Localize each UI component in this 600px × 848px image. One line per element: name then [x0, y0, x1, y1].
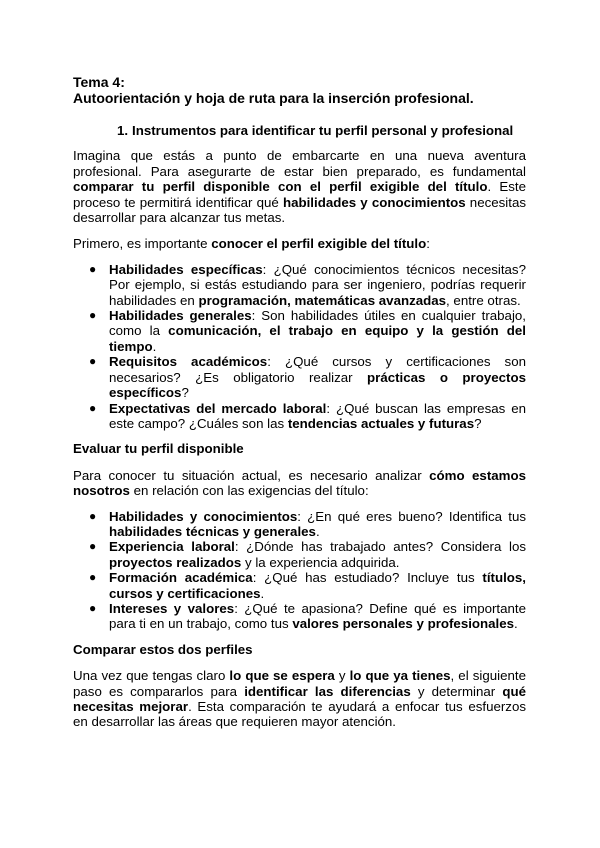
text-run: : ¿Dónde has trabajado antes? Considera los [234, 539, 526, 555]
text-run: Para conocer tu situación actual, es necesario analizar [73, 467, 430, 483]
bold-run: prácticas o proyectos específicos [109, 369, 526, 401]
bold-run: lo que se espera [229, 668, 335, 684]
bold-run: qué necesitas mejorar [73, 683, 526, 714]
bold-run: habilidades técnicas y generales [109, 523, 316, 539]
text-run: : ¿Qué conocimientos técnicos necesitas? Por ejemplo, si estás estudiando para ser ingeniero, podrías requerir habilidades en [109, 261, 526, 308]
bold-run: valores personales y profesionales [292, 616, 515, 632]
bold-run: lo que ya tienes [349, 668, 451, 684]
bold-run: proyectos realizados [109, 554, 242, 570]
evaluar-heading: Evaluar tu perfil disponible [73, 441, 244, 457]
section-number: 1. [117, 123, 129, 138]
bold-run: habilidades y conocimientos [282, 194, 466, 210]
list-item [89, 508, 526, 540]
intro-paragraph [73, 148, 526, 225]
text-run: : ¿Qué te apasiona? Define qué es importante para ti en un trabajo, como tus [109, 600, 527, 632]
item-label: Formación académica [109, 570, 253, 586]
text-run: . [260, 585, 265, 601]
text-run: y la experiencia adquirida. [241, 554, 400, 570]
bold-run: títulos, cursos y certificaciones [109, 570, 526, 601]
text-run: y [334, 668, 350, 684]
bold-run: comparar tu perfil disponible con el perfil exigible del título [73, 179, 488, 195]
bold-run: tendencias actuales y futuras [287, 415, 475, 431]
item-label: Experiencia laboral [109, 539, 235, 555]
bullet-icon: ● [89, 400, 97, 415]
required-profile-list [73, 262, 526, 431]
list-item [89, 400, 526, 432]
text-run: , el siguiente paso es compararlos para [73, 668, 526, 699]
text-run: . [315, 523, 320, 539]
bold-run: identificar las diferencias [244, 683, 411, 699]
text-run: Imagina que estás a punto de embarcarte en una nueva aventura profesional. Para asegurarte de estar bien preparado, es fundamental [73, 148, 526, 179]
text-run: : [426, 236, 430, 252]
text-run: Una vez que tengas claro [73, 668, 230, 684]
document-title: Autoorientación y hoja de ruta para la inserción profesional. [73, 90, 474, 106]
text-run: : ¿En qué eres bueno? Identifica tus [297, 508, 526, 524]
item-label: Habilidades específicas [109, 261, 263, 277]
item-label: Requisitos académicos [109, 354, 268, 370]
list-item [89, 261, 526, 308]
text-run: , entre otras. [446, 292, 521, 308]
primero-paragraph [73, 236, 526, 251]
tema-label: Tema 4: [73, 74, 125, 90]
comparar-heading: Comparar estos dos perfiles [73, 641, 253, 657]
bullet-icon: ● [89, 308, 97, 323]
item-label: Expectativas del mercado laboral [109, 400, 327, 416]
evaluar-paragraph [73, 468, 526, 499]
text-run: . [152, 338, 157, 354]
text-run: ? [181, 385, 189, 401]
list-item [89, 354, 526, 401]
bullet-icon: ● [89, 600, 97, 615]
section-heading [73, 123, 526, 138]
section-heading-text: Instrumentos para identificar tu perfil personal y profesional [132, 123, 514, 138]
bold-run: programación, matemáticas avanzadas [198, 292, 447, 308]
text-run: . Este proceso te permitirá identificar qué [73, 179, 526, 210]
bullet-icon: ● [89, 508, 97, 523]
bold-run: cómo estamos nosotros [73, 467, 526, 499]
item-label: Intereses y valores [109, 600, 235, 616]
available-profile-list [73, 509, 526, 632]
bold-run: conocer el perfil exigible del título [211, 236, 427, 252]
list-item [89, 570, 526, 601]
item-label: Habilidades y conocimientos [109, 508, 298, 524]
text-run: : ¿Qué has estudiado? Incluye tus [252, 570, 483, 586]
text-run: necesitas desarrollar para alcanzar tus metas. [73, 194, 526, 226]
bullet-icon: ● [89, 539, 97, 554]
text-run: ? [474, 415, 482, 431]
list-item [89, 600, 527, 632]
text-run: : ¿Qué buscan las empresas en este campo? ¿Cuáles son las [109, 400, 526, 431]
item-label: Habilidades generales [109, 308, 252, 324]
list-item [89, 539, 526, 570]
text-run: . [514, 616, 518, 632]
text-run: . Esta comparación te ayudará a enfocar tus esfuerzos en desarrollar las áreas que requieren mayor atención. [73, 699, 526, 730]
text-run: y determinar [410, 683, 503, 699]
bold-run: comunicación, el trabajo en equipo y la gestión del tiempo [109, 323, 526, 354]
comparar-paragraph [73, 668, 526, 730]
bullet-icon: ● [89, 570, 97, 585]
text-run: : Son habilidades útiles en cualquier trabajo, como la [109, 308, 526, 339]
bullet-icon: ● [89, 261, 97, 276]
text-run: : ¿Qué cursos y certificaciones son necesarios? ¿Es obligatorio realizar [109, 354, 526, 385]
bullet-icon: ● [89, 354, 97, 369]
list-item [89, 308, 526, 354]
text-run: en relación con las exigencias del título: [129, 483, 369, 499]
text-run: Primero, es importante [73, 236, 212, 252]
document-body [73, 74, 526, 741]
